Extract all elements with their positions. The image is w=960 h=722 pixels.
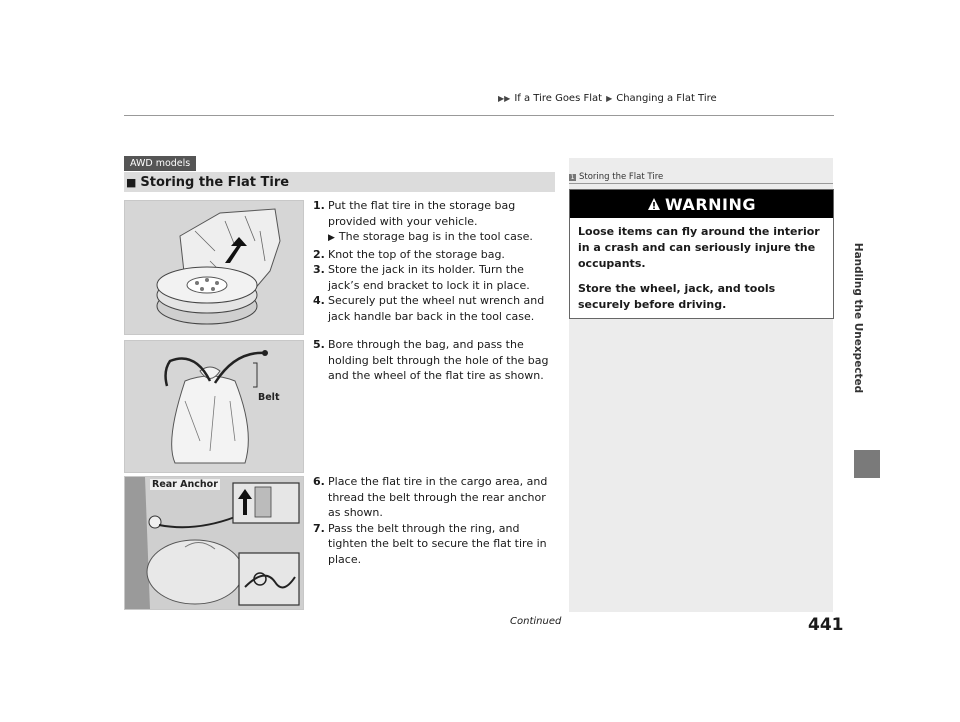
warning-line: Loose items can fly around the interior in a crash and can seriously injure the occupants. [578,225,820,270]
figure-bag-with-belt [124,340,304,473]
note-heading-text[interactable]: Storing the Flat Tire [579,172,664,182]
warning-header [570,190,833,218]
figure-tire-in-bag [124,200,304,335]
note-heading [569,172,833,182]
section-header [124,172,555,192]
step-4 [313,293,557,324]
page-number: 441 [808,615,844,635]
step-text: Pass the belt through the ring, and tighten the belt to secure the flat tire in place. [328,521,547,566]
note-divider [569,183,833,184]
step-number: 3. [313,263,325,276]
continued-label: Continued [510,616,562,627]
breadcrumb [498,93,717,104]
step-text: Bore through the bag, and pass the holding belt through the hole of the bag and the wheel of the flat tire as shown. [328,338,549,382]
section-marker: ■ [126,175,137,189]
model-badge: AWD models [124,156,196,171]
step-text: Securely put the wheel nut wrench and jack handle bar back in the tool case. [328,294,545,323]
step-text: Put the flat tire in the storage bag provided with your vehicle. [328,199,516,228]
double-arrow-icon: ▶▶ [498,94,511,103]
step-number: 5. [313,338,325,351]
pointer-icon: ▶ [328,233,335,243]
step-number: 6. [313,475,325,488]
step-7 [313,521,557,568]
step-number: 1. [313,199,325,212]
step-6 [313,474,557,521]
warning-line: Store the wheel, jack, and tools securely before driving. [578,282,776,311]
step-3 [313,262,557,293]
steps-group-1 [313,198,557,324]
step-note-text: The storage bag is in the tool case. [338,230,533,243]
step-text: Store the jack in its holder. Turn the jack’s end bracket to lock it in place. [328,263,530,292]
warning-title: WARNING [665,194,756,214]
warning-triangle-icon [647,197,661,211]
step-text: Place the flat tire in the cargo area, and thread the belt through the rear anchor as shown. [328,475,548,519]
step-number: 7. [313,521,325,535]
side-tab-marker [854,450,880,478]
breadcrumb-section[interactable]: If a Tire Goes Flat [514,93,603,104]
step-2 [313,247,557,263]
step-text: Knot the top of the storage bag. [328,247,505,261]
belt-label: Belt [258,392,280,403]
warning-body [570,218,833,328]
header-divider [124,115,834,116]
warning-box [569,189,834,319]
breadcrumb-subsection[interactable]: Changing a Flat Tire [616,93,717,104]
note-ref-icon: 1 [570,173,575,181]
step-number: 4. [313,294,325,307]
figure-cargo-area [124,476,304,610]
rear-anchor-label: Rear Anchor [152,479,218,490]
step-1 [313,198,557,229]
side-tab-label: Handling the Unexpected [852,242,864,394]
step-number: 2. [313,247,325,261]
arrow-icon: ▶ [606,94,613,103]
step-5 [313,337,557,384]
section-title: Storing the Flat Tire [140,174,290,190]
side-tab [848,178,868,458]
step-1-note [313,229,557,247]
steps-group-2 [313,337,557,384]
steps-group-3 [313,474,557,567]
